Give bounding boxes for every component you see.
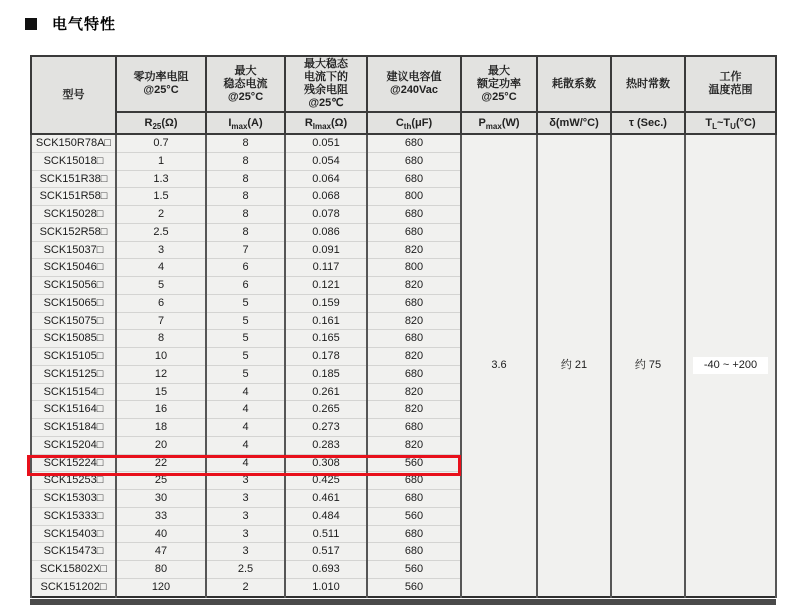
cell-value: 800 [367,259,461,277]
cell-value: 10 [116,348,206,366]
cell-value: 3 [116,241,206,259]
cell-value: 820 [367,277,461,295]
table-header [31,56,776,134]
electrical-characteristics-table [30,55,777,598]
bottom-cut-bar [30,599,776,605]
section-heading [25,13,116,34]
cell-model: SCK15303□ [31,490,116,508]
cell-model: SCK150R78A□ [31,134,116,152]
cell-value: 680 [367,543,461,561]
cell-value: 20 [116,436,206,454]
cell-value: 0.283 [285,436,367,454]
col-header-symbol: $I_{max}(A)$ [206,112,285,134]
cell-value: 560 [367,578,461,597]
cell-value: 0.178 [285,348,367,366]
cell-value: 8 [206,134,285,152]
col-header-label: 零功率电阻 @25°C [116,56,206,112]
cell-value: 800 [367,188,461,206]
col-header-symbol: $R_{Imax}(\Omega)$ [285,112,367,134]
cell-value: 680 [367,206,461,224]
cell-value: 680 [367,170,461,188]
cell-value: 820 [367,401,461,419]
col-header-symbol: $R_{25}(\Omega)$ [116,112,206,134]
col-header-label: 最大 额定功率 @25°C [461,56,537,112]
cell-value: 0.185 [285,365,367,383]
square-bullet-icon [25,18,37,30]
cell-value: 0.511 [285,525,367,543]
cell-value: 0.091 [285,241,367,259]
cell-value: 12 [116,365,206,383]
cell-value: 3 [206,472,285,490]
cell-value: 4 [206,436,285,454]
cell-value: 0.165 [285,330,367,348]
cell-model: SCK15085□ [31,330,116,348]
cell-value: 1.010 [285,578,367,597]
section-title: 电气特性 [52,16,117,33]
cell-value: 560 [367,561,461,579]
cell-value: 8 [206,223,285,241]
cell-merged-dissipation_factor: 约 21 [537,134,611,597]
col-header-label: 最大稳态 电流下的 残余电阻 @25℃ [285,56,367,112]
cell-value: 0.078 [285,206,367,224]
cell-value: 0.273 [285,419,367,437]
cell-value: 680 [367,365,461,383]
cell-model: SCK15125□ [31,365,116,383]
cell-model: SCK15075□ [31,312,116,330]
cell-value: 680 [367,223,461,241]
cell-value: 560 [367,507,461,525]
cell-value: 0.054 [285,152,367,170]
cell-value: 0.161 [285,312,367,330]
cell-value: 2.5 [206,561,285,579]
cell-model: SCK15164□ [31,401,116,419]
cell-model: SCK151R38□ [31,170,116,188]
cell-model: SCK15253□ [31,472,116,490]
temp-range-value: -40 ~ +200 [693,357,768,374]
cell-value: 820 [367,348,461,366]
cell-value: 120 [116,578,206,597]
cell-model: SCK15154□ [31,383,116,401]
cell-model: SCK152R58□ [31,223,116,241]
cell-value: 6 [206,259,285,277]
cell-value: 6 [206,277,285,295]
cell-value: 3 [206,490,285,508]
cell-value: 80 [116,561,206,579]
cell-model: SCK151202□ [31,578,116,597]
cell-value: 0.261 [285,383,367,401]
cell-model: SCK15028□ [31,206,116,224]
col-header-label: 最大 稳态电流 @25°C [206,56,285,112]
cell-model: SCK15056□ [31,277,116,295]
col-header-symbol: τ (Sec.) [611,112,685,134]
col-header-symbol: δ(mW/°C) [537,112,611,134]
cell-value: 1 [116,152,206,170]
cell-value: 0.051 [285,134,367,152]
cell-value: 0.7 [116,134,206,152]
cell-model: SCK15403□ [31,525,116,543]
col-header-label: 耗散系数 [537,56,611,112]
cell-model: SCK15046□ [31,259,116,277]
cell-model: SCK15204□ [31,436,116,454]
col-header-symbol: $C_{th}(\mu F)$ [367,112,461,134]
cell-value: 3 [206,543,285,561]
cell-value: 0.461 [285,490,367,508]
cell-model: SCK15105□ [31,348,116,366]
cell-value: 680 [367,419,461,437]
cell-value: 6 [116,294,206,312]
cell-value: 820 [367,383,461,401]
header-row-symbols [31,112,776,134]
cell-value: 0.064 [285,170,367,188]
cell-value: 680 [367,330,461,348]
cell-merged-temp_range [685,134,776,597]
cell-value: 30 [116,490,206,508]
cell-value: 820 [367,241,461,259]
cell-value: 4 [206,454,285,472]
cell-value: 560 [367,454,461,472]
cell-value: 4 [206,401,285,419]
cell-value: 2.5 [116,223,206,241]
cell-value: 0.159 [285,294,367,312]
cell-value: 5 [206,294,285,312]
cell-model: SCK15224□ [31,454,116,472]
cell-value: 47 [116,543,206,561]
col-header-label: 工作 温度范围 [685,56,776,112]
cell-value: 820 [367,436,461,454]
col-header-label: 建议电容值 @240Vac [367,56,461,112]
col-header-symbol: $P_{max}(W)$ [461,112,537,134]
cell-value: 0.086 [285,223,367,241]
cell-value: 18 [116,419,206,437]
cell-value: 4 [206,383,285,401]
cell-value: 680 [367,152,461,170]
cell-value: 40 [116,525,206,543]
cell-value: 0.117 [285,259,367,277]
cell-model: SCK15802X□ [31,561,116,579]
col-header-symbol: $T_L\sim T_U(^\circ C)$ [685,112,776,134]
cell-value: 5 [116,277,206,295]
cell-value: 3 [206,525,285,543]
header-row-labels [31,56,776,112]
cell-merged-thermal_time_constant: 约 75 [611,134,685,597]
cell-value: 680 [367,134,461,152]
cell-value: 5 [206,312,285,330]
table-row [31,134,776,152]
cell-value: 5 [206,365,285,383]
cell-value: 820 [367,312,461,330]
cell-value: 680 [367,472,461,490]
cell-model: SCK151R58□ [31,188,116,206]
cell-value: 15 [116,383,206,401]
cell-value: 0.425 [285,472,367,490]
cell-value: 16 [116,401,206,419]
cell-model: SCK15473□ [31,543,116,561]
cell-value: 680 [367,294,461,312]
cell-model: SCK15184□ [31,419,116,437]
cell-value: 2 [206,578,285,597]
cell-merged-pmax: 3.6 [461,134,537,597]
cell-value: 7 [116,312,206,330]
cell-model: SCK15333□ [31,507,116,525]
cell-value: 0.484 [285,507,367,525]
cell-value: 0.068 [285,188,367,206]
cell-value: 8 [206,152,285,170]
cell-value: 4 [116,259,206,277]
cell-value: 0.265 [285,401,367,419]
cell-value: 3 [206,507,285,525]
cell-value: 0.517 [285,543,367,561]
cell-value: 8 [206,170,285,188]
cell-value: 8 [116,330,206,348]
cell-value: 680 [367,525,461,543]
cell-value: 8 [206,206,285,224]
cell-value: 7 [206,241,285,259]
cell-value: 680 [367,490,461,508]
cell-value: 4 [206,419,285,437]
cell-value: 1.3 [116,170,206,188]
cell-value: 2 [116,206,206,224]
table-body [31,134,776,597]
cell-value: 25 [116,472,206,490]
cell-model: SCK15018□ [31,152,116,170]
cell-value: 0.308 [285,454,367,472]
cell-value: 22 [116,454,206,472]
cell-value: 33 [116,507,206,525]
highlight-box [27,455,461,476]
cell-value: 0.121 [285,277,367,295]
cell-value: 1.5 [116,188,206,206]
cell-value: 0.693 [285,561,367,579]
cell-model: SCK15037□ [31,241,116,259]
cell-value: 5 [206,348,285,366]
cell-value: 5 [206,330,285,348]
cell-model: SCK15065□ [31,294,116,312]
col-header-label: 热时常数 [611,56,685,112]
cell-value: 8 [206,188,285,206]
col-header-model: 型号 [31,56,116,134]
